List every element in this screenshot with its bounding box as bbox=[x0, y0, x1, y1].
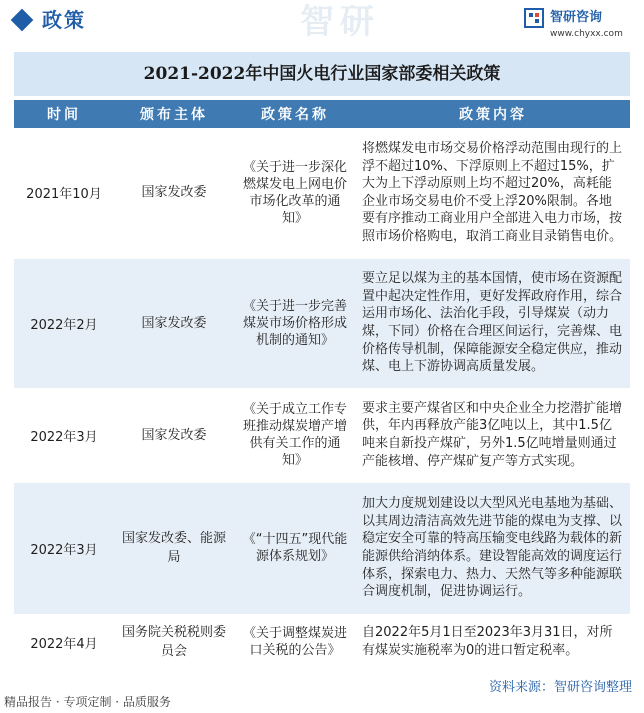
cell-policy-content: 将燃煤发电市场交易价格浮动范围由现行的上浮不超过10%、下浮原则上不超过15%，扩大为上下浮动原则上均不超过20%，高耗能企业市场交易电价不受上浮20%限制。各地要有序推动工商业用户全部进入电力市场，按照市场价格购电，取消工商业目录销售电价。 bbox=[356, 128, 630, 258]
brand-url: www.chyxx.com bbox=[550, 29, 623, 39]
cell-issuer: 国家发改委 bbox=[114, 388, 234, 482]
watermark: 智研 bbox=[300, 2, 380, 42]
column-header-policy-name: 政策名称 bbox=[234, 100, 356, 128]
cell-policy-content: 自2022年5月1日至2023年3月31日，对所有煤炭实施税率为0的进口暂定税率。 bbox=[356, 614, 630, 670]
column-header-time: 时间 bbox=[14, 100, 114, 128]
cell-policy-name: 《关于调整煤炭进口关税的公告》 bbox=[234, 614, 356, 670]
cell-policy-content: 要求主要产煤省区和中央企业全力挖潜扩能增供，年内再释放产能3亿吨以上，其中1.5亿吨来自新投产煤矿，另外1.5亿吨增量则通过产能核增、停产煤矿复产等方式实现。 bbox=[356, 388, 630, 482]
table-row bbox=[14, 614, 630, 670]
policy-table bbox=[14, 100, 630, 671]
cell-policy-name: 《关于成立工作专班推动煤炭增产增供有关工作的通知》 bbox=[234, 388, 356, 482]
chyxx-logo-icon bbox=[524, 8, 544, 28]
service-tagline: 精品报告 · 专项定制 · 品质服务 bbox=[4, 695, 171, 709]
cell-policy-name: 《“十四五”现代能源体系规划》 bbox=[234, 482, 356, 614]
cell-issuer: 国家发改委、能源局 bbox=[114, 482, 234, 614]
cell-policy-content: 要立足以煤为主的基本国情，使市场在资源配置中起决定性作用，更好发挥政府作用，综合运用市场化、法治化手段，引导煤炭（动力煤，下同）价格在合理区间运行，完善煤、电价格传导机制，保障能源安全稳定供应，推动煤、电上下游协调高质量发展。 bbox=[356, 258, 630, 388]
cell-issuer: 国家发改委 bbox=[114, 128, 234, 258]
brand-logo bbox=[524, 6, 634, 42]
cell-time: 2022年4月 bbox=[14, 614, 114, 670]
cell-policy-name: 《关于进一步完善煤炭市场价格形成机制的通知》 bbox=[234, 258, 356, 388]
page-footer bbox=[0, 673, 644, 713]
column-header-policy-content: 政策内容 bbox=[356, 100, 630, 128]
cell-time: 2022年3月 bbox=[14, 482, 114, 614]
table-header-row bbox=[14, 100, 630, 128]
column-header-issuer: 颁布主体 bbox=[114, 100, 234, 128]
section-title: 政策 bbox=[42, 8, 86, 32]
document-title: 2021-2022年中国火电行业国家部委相关政策 bbox=[143, 64, 501, 84]
cell-policy-name: 《关于进一步深化燃煤发电上网电价市场化改革的通知》 bbox=[234, 128, 356, 258]
table-row bbox=[14, 482, 630, 614]
brand-name: 智研咨询 bbox=[550, 10, 603, 25]
cell-issuer: 国家发改委 bbox=[114, 258, 234, 388]
table-row bbox=[14, 388, 630, 482]
cell-policy-content: 加大力度规划建设以大型风光电基地为基础、以其周边清洁高效先进节能的煤电为支撑、以稳定安全可靠的特高压输变电线路为载体的新能源供给消纳体系。建设智能高效的调度运行体系，探索电力、热力、天然气等多种能源联合调度机制，促进协调运行。 bbox=[356, 482, 630, 614]
cell-time: 2021年10月 bbox=[14, 128, 114, 258]
page-header bbox=[0, 0, 644, 46]
table-row bbox=[14, 128, 630, 258]
cell-time: 2022年2月 bbox=[14, 258, 114, 388]
cell-issuer: 国务院关税税则委员会 bbox=[114, 614, 234, 670]
cell-time: 2022年3月 bbox=[14, 388, 114, 482]
data-source: 资料来源：智研咨询整理 bbox=[488, 680, 632, 695]
diamond-bullet-icon bbox=[11, 9, 34, 32]
table-row bbox=[14, 258, 630, 388]
document-title-band bbox=[14, 52, 630, 96]
